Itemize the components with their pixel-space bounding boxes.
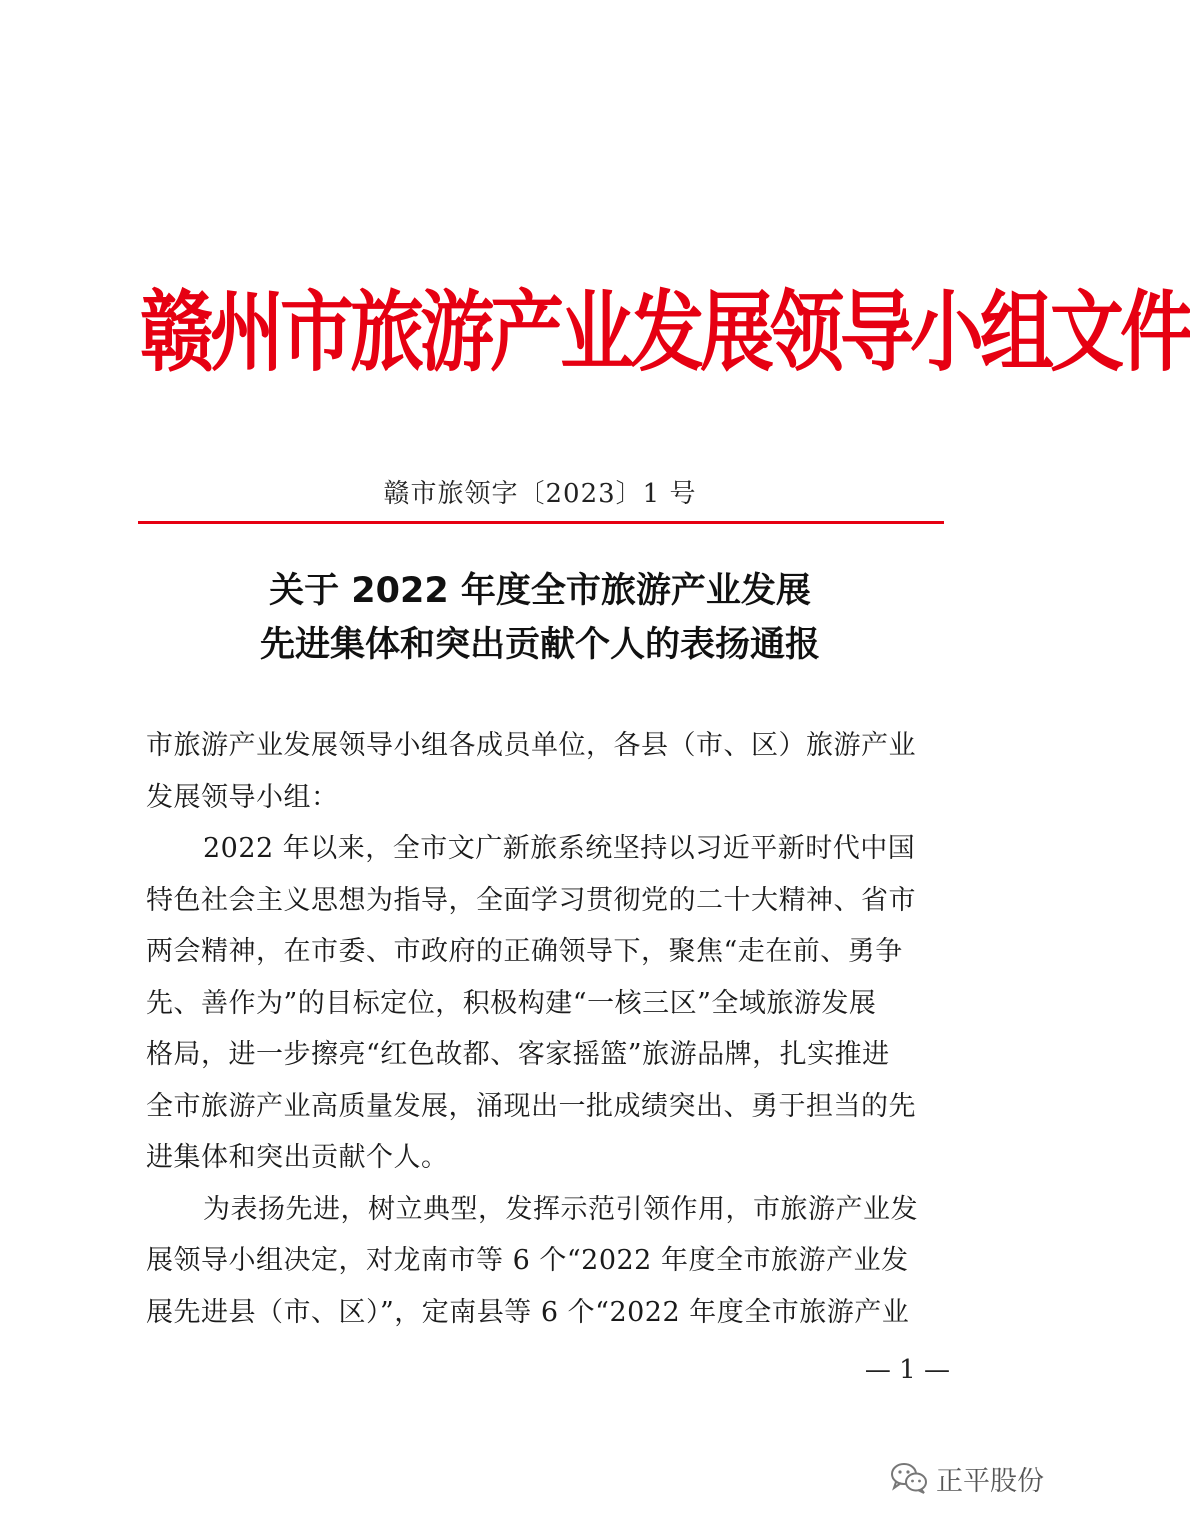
document-number: 赣市旅领字〔2023〕1 号 xyxy=(383,479,697,509)
document-title xyxy=(140,564,940,672)
body-line: 展领导小组决定，对龙南市等 6 个“2022 年度全市旅游产业发 xyxy=(146,1245,909,1276)
body-line: 特色社会主义思想为指导，全面学习贯彻党的二十大精神、省市 xyxy=(146,884,916,916)
body-line: 进集体和突出贡献个人。 xyxy=(146,1142,449,1173)
body-line: 全市旅游产业高质量发展，涌现出一批成绩突出、勇于担当的先 xyxy=(146,1090,916,1122)
document-body xyxy=(146,720,946,1338)
body-line: 发展领导小组： xyxy=(146,781,339,813)
body-line: 两会精神，在市委、市政府的正确领导下，聚焦“走在前、勇争 xyxy=(146,936,903,967)
wechat-icon xyxy=(890,1462,928,1494)
body-line: 展先进县（市、区）”，定南县等 6 个“2022 年度全市旅游产业 xyxy=(146,1296,910,1328)
body-line: 先、善作为”的目标定位，积极构建“一核三区”全域旅游发展 xyxy=(146,987,877,1019)
body-line: 为表扬先进，树立典型，发挥示范引领作用，市旅游产业发 xyxy=(203,1193,918,1225)
page-number: — 1 — xyxy=(864,1355,950,1385)
body-line: 市旅游产业发展领导小组各成员单位，各县（市、区）旅游产业 xyxy=(146,730,916,761)
red-divider-rule xyxy=(138,521,944,524)
watermark-label: 正平股份 xyxy=(936,1465,1044,1497)
title-line-2: 先进集体和突出贡献个人的表扬通报 xyxy=(259,625,820,665)
issuing-authority-header: 赣州市旅游产业发展领导小组文件 xyxy=(140,282,1190,384)
wechat-account-watermark xyxy=(890,1458,1044,1498)
body-line: 2022 年以来，全市文广新旅系统坚持以习近平新时代中国 xyxy=(203,833,916,864)
body-line: 格局，进一步擦亮“红色故都、客家摇篮”旅游品牌，扎实推进 xyxy=(146,1039,890,1070)
title-line-1: 关于 2022 年度全市旅游产业发展 xyxy=(269,571,811,611)
